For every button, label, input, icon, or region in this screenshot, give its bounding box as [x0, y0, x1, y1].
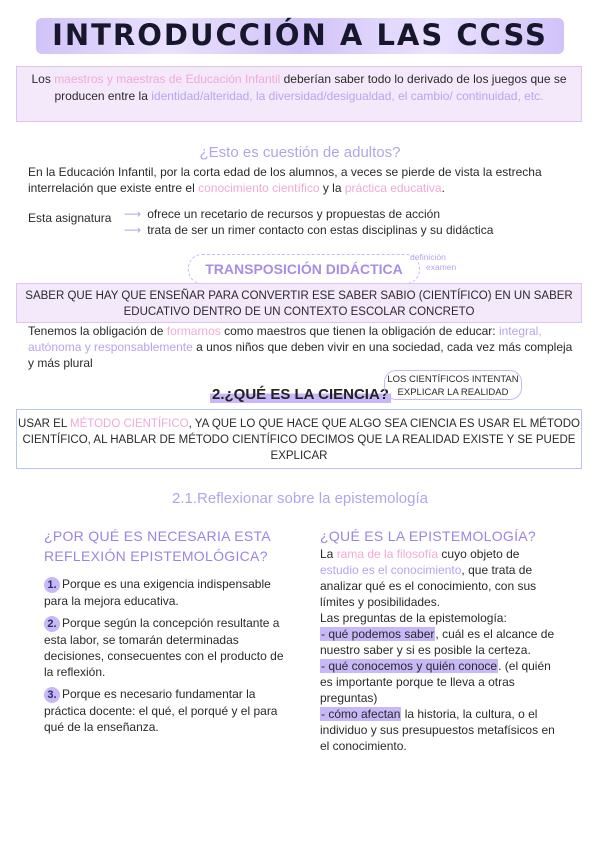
pregunta-2 [320, 658, 556, 706]
note-examen: examen [426, 262, 457, 272]
pregunta-3-key: - cómo afectan [321, 707, 401, 721]
intro-box [16, 66, 582, 122]
pregunta-1-text: , cuál es el alcance de nuestro saber y si es posible la certeza. [320, 627, 555, 657]
intro-highlight-identidad: identidad/alteridad, la diversidad/desigualdad, el cambio/ continuidad, etc. [151, 89, 544, 103]
metodo-highlight: MÉTODO CIENTÍFICO [70, 418, 189, 430]
def-text-2: cuyo objeto de [438, 547, 520, 561]
reason-text: Porque es una exigencia indispensable para la mejora educativa. [44, 577, 271, 608]
adultos-highlight-conocimiento: conocimiento científico [198, 181, 320, 195]
reason-item-3 [44, 686, 284, 735]
reason-text: Porque según la concepción resultante a esta labor, se tomarán determinadas decisiones, consecuentes con el producto de la reflexión. [44, 616, 284, 679]
number-badge: 3. [44, 687, 60, 703]
transposicion-note [410, 252, 456, 272]
ciencia-note: LOS CIENTÍFICOS INTENTAN EXPLICAR LA REALIDAD [384, 370, 522, 400]
formarnos-highlight: formarnos [166, 324, 221, 338]
formarnos-text: Tenemos la obligación de [28, 324, 167, 338]
epistemologia-heading: 2.1.Reflexionar sobre la epistemología [172, 490, 428, 507]
saber-box: SABER QUE HAY QUE ENSEÑAR PARA CONVERTIR ESE SABER SABIO (CIENTÍFICO) EN UN SABER EDUCATIVO DENTRO DE UN CONTEXTO ESCOLAR CONCRETO [16, 283, 582, 323]
asignatura-line-2-text: trata de ser un rimer contacto con estas disciplinas y su didáctica [147, 223, 494, 237]
adultos-text: En la Educación Infantil, por la corta edad de los alumnos, a veces se pierde de vista la estrecha interrelación que existe entre el [28, 165, 542, 195]
preguntas-intro: Las preguntas de la epistemología: [320, 611, 507, 625]
right-column [320, 526, 556, 754]
pregunta-2-key: - qué conocemos y quién conoce [321, 659, 498, 673]
reason-item-1 [44, 576, 284, 609]
ciencia-heading-text: 2.¿QUÉ ES LA CIENCIA? [212, 386, 389, 403]
intro-text-2: deberían saber todo lo derivado de los juegos que se producen entre la [54, 72, 567, 103]
metodo-box [16, 409, 582, 469]
pregunta-1-key: - qué podemos saber [321, 627, 435, 641]
adultos-text-2: y la [319, 181, 345, 195]
pregunta-3 [320, 706, 556, 754]
asignatura-line-1 [124, 206, 440, 222]
def-text-3: , que trata de analizar qué es el conocimiento, con sus límites y posibilidades. [320, 563, 537, 609]
metodo-text-2: , YA QUE LO QUE HACE QUE ALGO SEA CIENCIA ES USAR EL MÉTODO CIENTÍFICO, AL HABLAR DE MÉTODO CIENTÍFICO DECIMOS QUE LA REALIDAD EXISTE Y SE PUEDE EXPLICAR [22, 418, 580, 462]
pregunta-2-text: . (el quién es importante porque te lleva a otras preguntas) [320, 659, 551, 705]
def-highlight-rama: rama de la filosofía [336, 547, 439, 561]
title-area [0, 14, 600, 56]
left-column [44, 526, 284, 735]
epistemologia-definition [320, 546, 556, 610]
formarnos-text-3: a unos niños que deben vivir en una sociedad, cada vez más compleja y más plural [28, 340, 573, 370]
adultos-highlight-practica: práctica educativa [344, 181, 442, 195]
arrow-icon: ⟶ [124, 207, 142, 221]
pregunta-3-text: la historia, la cultura, o el individuo y sus presupuestos metafísicos en el conocimiento. [320, 707, 555, 753]
note-definicion: definición [410, 252, 446, 262]
right-column-heading: ¿QUÉ ES LA EPISTEMOLOGÍA? [320, 528, 537, 544]
adultos-heading: ¿Esto es cuestión de adultos? [199, 144, 401, 161]
asignatura-label: Esta asignatura [28, 211, 112, 225]
reason-text: Porque es necesario fundamentar la práctica docente: el qué, el porqué y el para qué de la enseñanza. [44, 687, 278, 734]
formarnos-paragraph [28, 323, 576, 371]
transposicion-heading: TRANSPOSICIÓN DIDÁCTICA [188, 254, 420, 284]
formarnos-text-2: como maestros que tienen la obligación de educar: [220, 324, 499, 338]
asignatura-line-2 [124, 222, 493, 238]
number-badge: 1. [44, 577, 60, 593]
intro-text: Los [31, 72, 55, 86]
def-highlight-estudio: estudio es el conocimiento [320, 563, 462, 577]
pregunta-1 [320, 626, 556, 658]
adultos-text-3: . [441, 181, 445, 195]
ciencia-heading [210, 386, 391, 403]
asignatura-line-1-text: ofrece un recetario de recursos y propuestas de acción [147, 207, 441, 221]
left-column-heading: ¿POR QUÉ ES NECESARIA ESTA REFLEXIÓN EPISTEMOLÓGICA? [44, 528, 271, 564]
intro-highlight-maestros: maestros y maestras de Educación Infantil [54, 72, 281, 86]
arrow-icon: ⟶ [124, 223, 142, 237]
adultos-paragraph [28, 164, 568, 196]
integral-highlight: integral, autónoma y responsablemente [28, 324, 542, 354]
reason-item-2 [44, 615, 284, 680]
def-text: La [320, 547, 337, 561]
metodo-text: USAR EL [18, 418, 70, 430]
page-title: INTRODUCCIÓN A LAS CCSS [42, 14, 558, 56]
number-badge: 2. [44, 616, 60, 632]
